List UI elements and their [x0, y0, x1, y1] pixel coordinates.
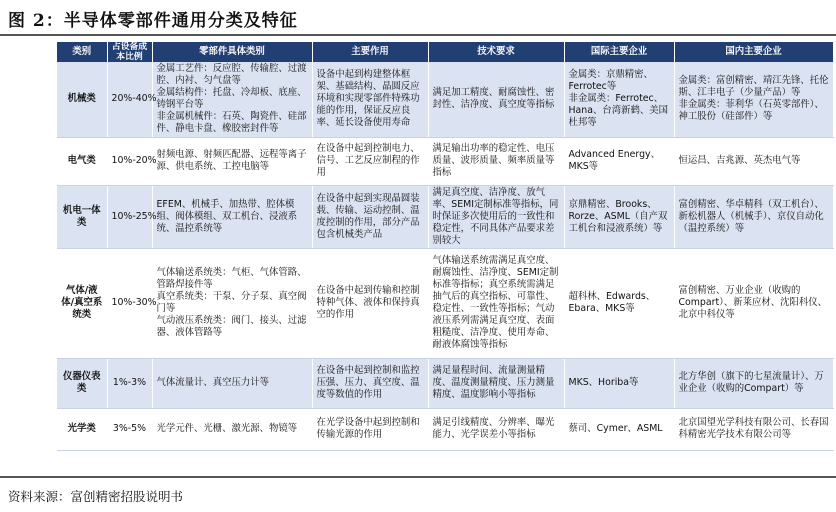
source-bar	[0, 476, 836, 512]
domestic-cell: 金属类：富创精密、靖江先锋、托伦斯、江丰电子（少量产品）等 非金属类：菲利华（石英零部件）、神工股份（硅部件）等	[674, 62, 833, 137]
share-cell: 3%-5%	[107, 408, 152, 450]
parts-cell: 气体输送系统类：气柜、气体管路、管路焊接件等 真空系统类：干泵、分子泵、真空阀门等 气动液压系统类：阀门、接头、过滤器、液体管路等	[152, 248, 312, 358]
role-cell: 在光学设备中起到控制和传输光源的作用	[312, 408, 428, 450]
parts-cell: 光学元件、光栅、激光源、物镜等	[152, 408, 312, 450]
role-cell: 在设备中起到实现晶圆装载、传输、运动控制、温度控制的作用，部分产品包含机械类产品	[312, 185, 428, 248]
category-cell: 机械类	[57, 62, 107, 137]
table-row	[57, 358, 833, 408]
intl-cell: 超科林、Edwards、Ebara、MKS等	[564, 248, 674, 358]
table-row	[57, 62, 833, 137]
category-cell: 仪器仪表类	[57, 358, 107, 408]
tech-cell: 气体输送系统需满足真空度、耐腐蚀性、洁净度、SEMI定制标准等指标；真空系统需满足抽气后的真空指标、可靠性、稳定性、一致性等指标；气动液压系列需满足真空度、表面粗糙度、洁净度、使用寿命、耐液体腐蚀等指标	[428, 248, 564, 358]
share-cell: 20%-40%	[107, 62, 152, 137]
parts-cell: 射频电源、射频匹配器、远程等离子源、供电系统、工控电脑等	[152, 137, 312, 185]
role-cell: 在设备中起到控制电力、信号、工艺反应制程的作用	[312, 137, 428, 185]
category-cell: 气体/液体/真空系统类	[57, 248, 107, 358]
figure-title: 图 2：半导体零部件通用分类及特征	[8, 11, 298, 31]
share-cell: 10%-20%	[107, 137, 152, 185]
category-cell: 机电一体类	[57, 185, 107, 248]
share-cell: 10%-30%	[107, 248, 152, 358]
intl-cell: MKS、Horiba等	[564, 358, 674, 408]
tech-cell: 满足量程时间、流量测量精度、温度测量精度、压力测量精度、温度影响小等指标	[428, 358, 564, 408]
domestic-cell: 北京国望光学科技有限公司、长春国科精密光学技术有限公司等	[674, 408, 833, 450]
table-header-row	[57, 42, 833, 62]
intl-cell: 蔡司、Cymer、ASML	[564, 408, 674, 450]
source-note: 资料来源：富创精密招股说明书	[8, 489, 184, 504]
tech-cell: 满足真空度、洁净度、放气率、SEMI定制标准等指标，同时保证多次使用后的一致性和稳定性，不同具体产品要求差别较大	[428, 185, 564, 248]
role-cell: 设备中起到构建整体框架、基础结构、晶圆反应环境和实现零部件特殊功能的作用，保证反应良率、延长设备使用寿命	[312, 62, 428, 137]
intl-cell: 京鼎精密、Brooks、Rorze、ASML（自产双工机台和浸液系统）等	[564, 185, 674, 248]
header-cost-share: 占设备成本比例	[107, 42, 152, 62]
tech-cell: 满足输出功率的稳定性、电压质量、波形质量、频率质量等指标	[428, 137, 564, 185]
header-domestic: 国内主要企业	[674, 42, 833, 62]
table-row	[57, 248, 833, 358]
table-row	[57, 137, 833, 185]
domestic-cell: 恒运昌、吉兆源、英杰电气等	[674, 137, 833, 185]
header-tech: 技术要求	[428, 42, 564, 62]
header-role: 主要作用	[312, 42, 428, 62]
table-row	[57, 185, 833, 248]
share-cell: 1%-3%	[107, 358, 152, 408]
header-category: 类别	[57, 42, 107, 62]
domestic-cell: 富创精密、华卓精科（双工机台）、新松机器人（机械手）、京仪自动化（温控系统）等	[674, 185, 833, 248]
category-cell: 光学类	[57, 408, 107, 450]
parts-cell: EFEM、机械手、加热带、腔体模组、阀体模组、双工机台、浸液系统、温控系统等	[152, 185, 312, 248]
intl-cell: 金属类：京鼎精密、Ferrotec等 非金属类：Ferrotec、Hana、台湾新鹤、美国杜邦等	[564, 62, 674, 137]
tech-cell: 满足引线精度、分辨率、曝光能力、光学误差小等指标	[428, 408, 564, 450]
table-row	[57, 408, 833, 450]
tech-cell: 满足加工精度、耐腐蚀性、密封性、洁净度、真空度等指标	[428, 62, 564, 137]
parts-cell: 金属工艺件：反应腔、传输腔、过渡腔、内衬、匀气盘等 金属结构件：托盘、冷却板、底座、铸钢平台等 非金属机械件：石英、陶瓷件、硅部件、静电卡盘、橡胶密封件等	[152, 62, 312, 137]
header-parts: 零部件具体类别	[152, 42, 312, 62]
title-bar	[0, 0, 836, 36]
intl-cell: Advanced Energy、MKS等	[564, 137, 674, 185]
category-cell: 电气类	[57, 137, 107, 185]
domestic-cell: 富创精密、万业企业（收购的Compart）、新莱应材、沈阳科仪、北京中科仪等	[674, 248, 833, 358]
domestic-cell: 北方华创（旗下的七星流量计）、万业企业（收购的Compart）等	[674, 358, 833, 408]
parts-classification-table	[57, 42, 834, 451]
share-cell: 10%-25%	[107, 185, 152, 248]
parts-cell: 气体流量计、真空压力计等	[152, 358, 312, 408]
role-cell: 在设备中起到传输和控制特种气体、液体和保持真空的作用	[312, 248, 428, 358]
header-intl: 国际主要企业	[564, 42, 674, 62]
role-cell: 在设备中起到控制和监控压强、压力、真空度、温度等数值的作用	[312, 358, 428, 408]
